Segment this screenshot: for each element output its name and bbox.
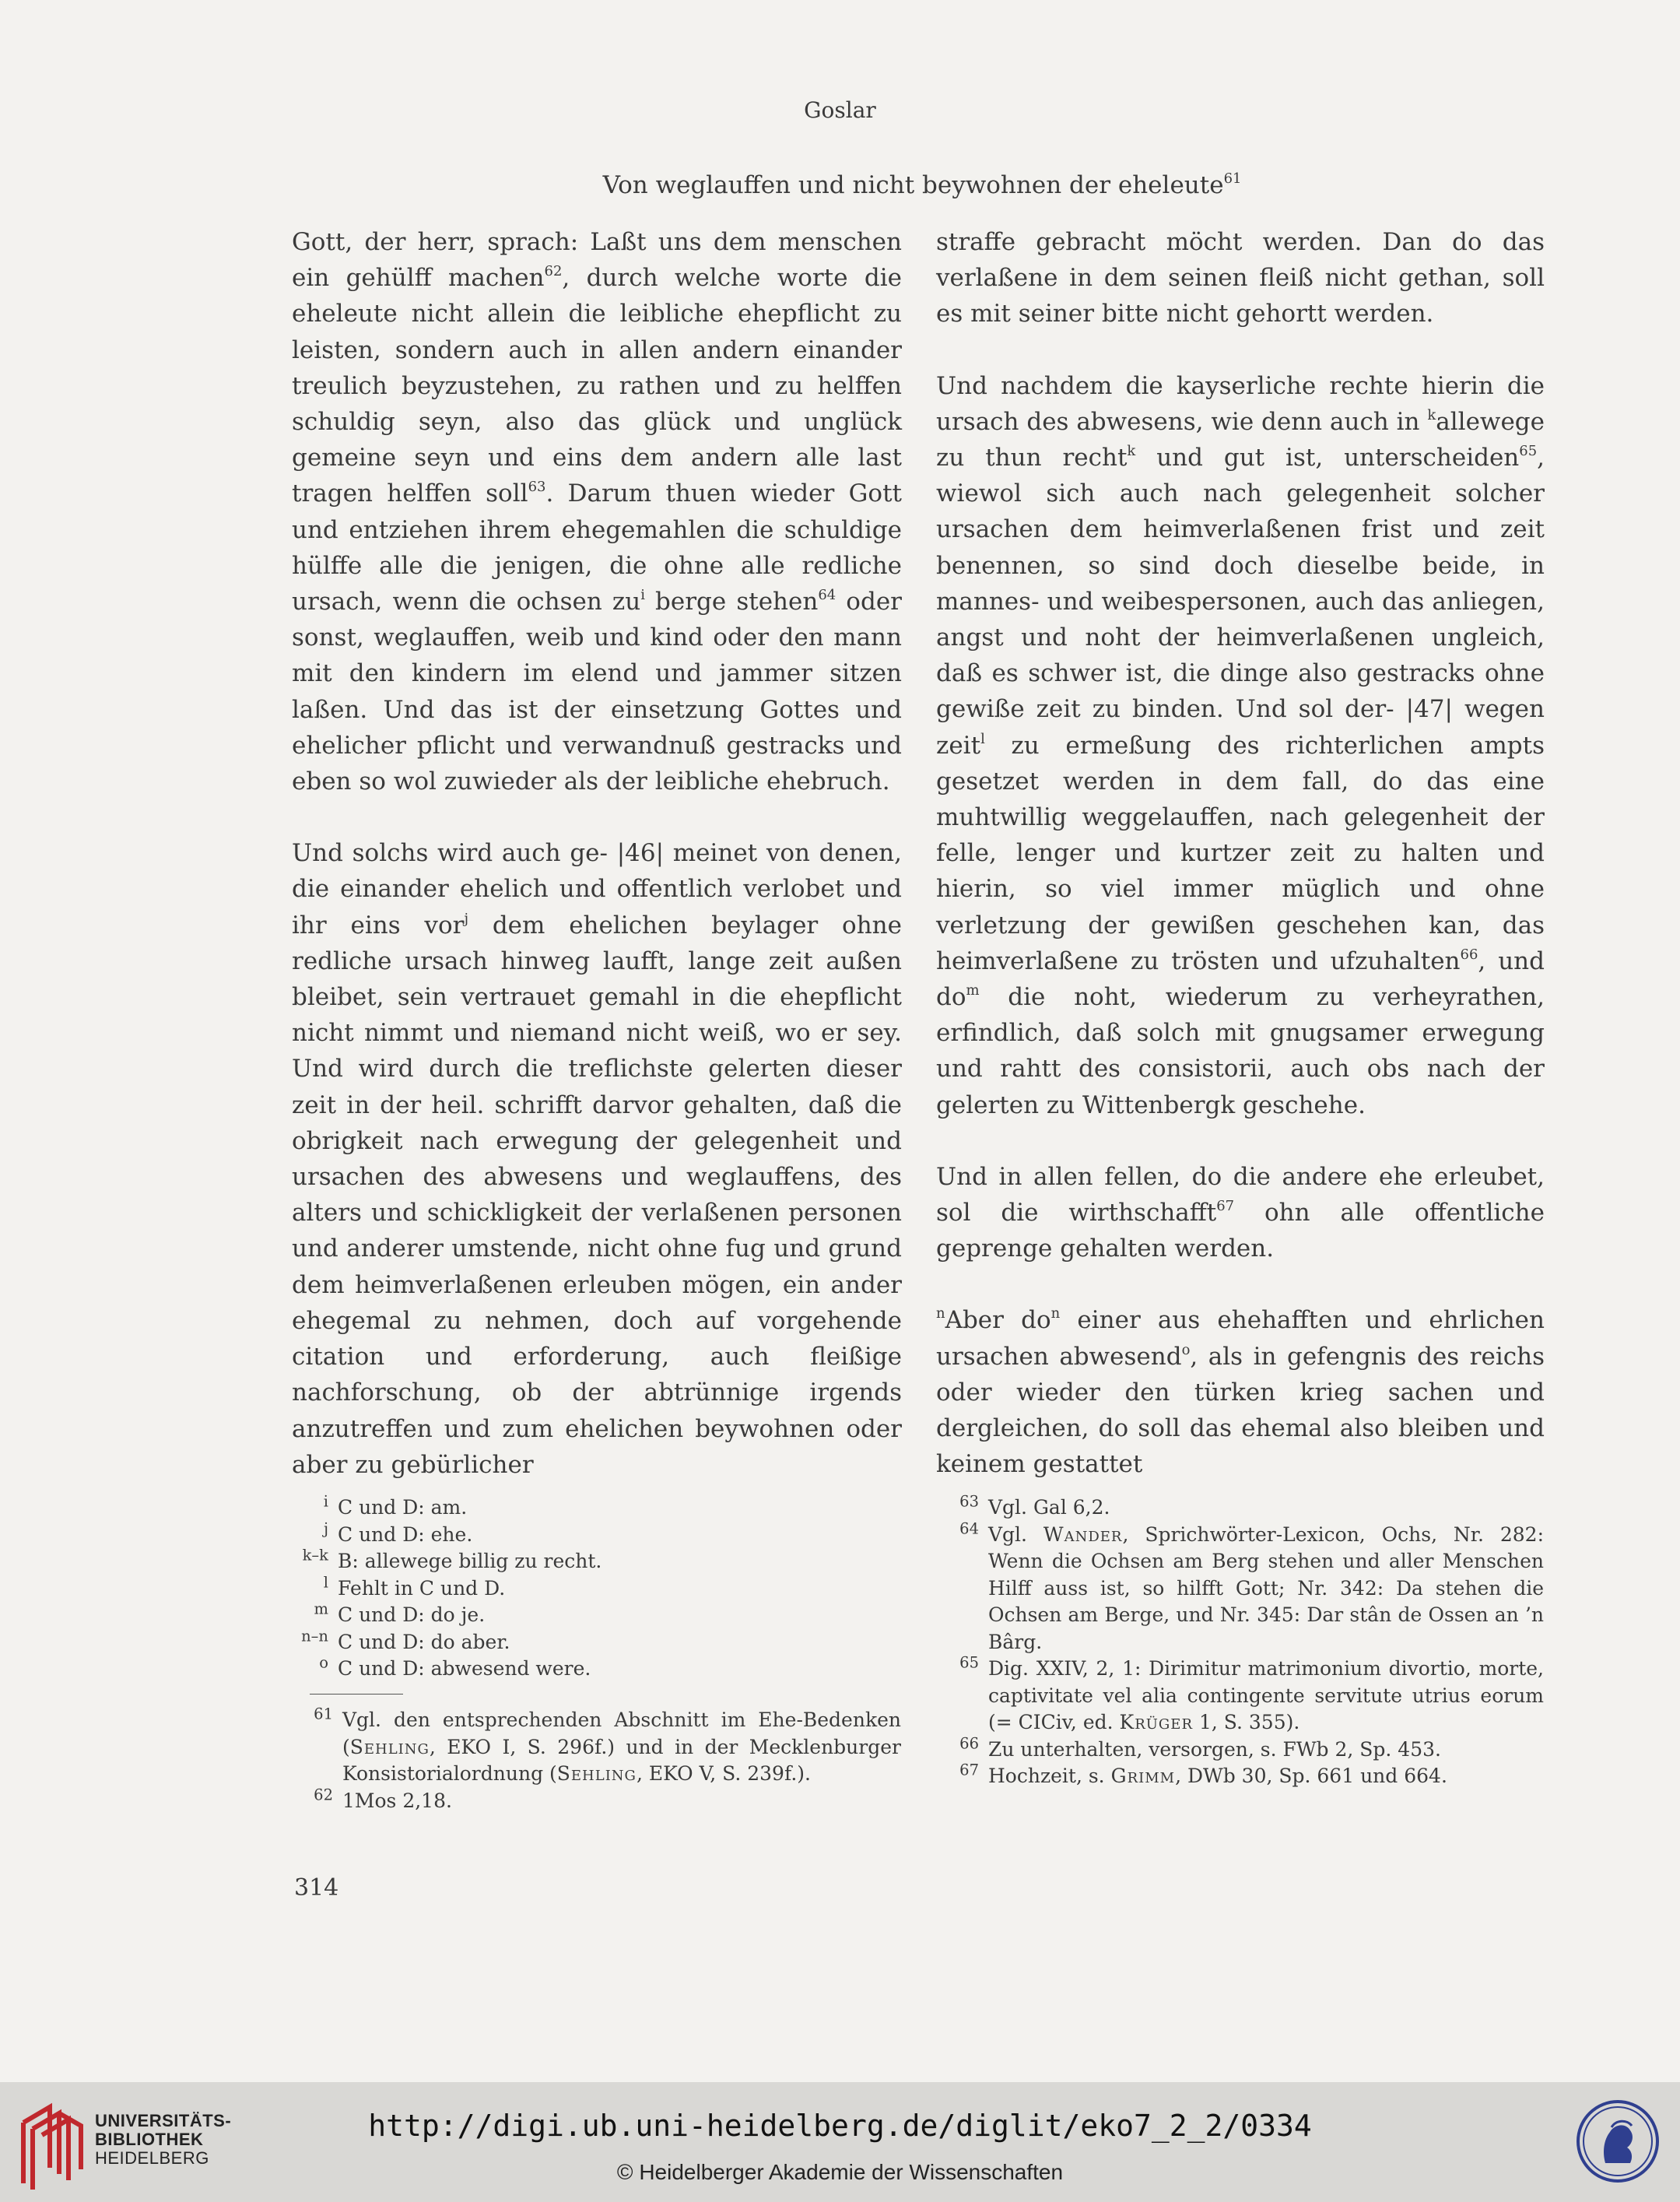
author-name: Krüger (1119, 1711, 1194, 1733)
note-mark: j (323, 1519, 328, 1537)
variant-note (296, 1494, 731, 1522)
text: Und nachdem die kayserliche rechte hierin die ursach des abwesens, wie denn auch in (936, 371, 1545, 436)
note-mark: 66 (959, 1733, 979, 1752)
footnote (942, 1763, 1544, 1790)
note-text: C und D: do je. (338, 1603, 486, 1626)
note-mark: 65 (959, 1653, 979, 1672)
library-name-line: UNIVERSITÄTS- (95, 2111, 232, 2130)
note-mark: 62 (314, 1785, 333, 1803)
note-mark: m (314, 1600, 328, 1618)
footnote-separator (310, 1694, 403, 1695)
right-column (936, 224, 1545, 1519)
variant-ref: j (464, 910, 469, 927)
text: allewege zu thun recht (936, 407, 1545, 472)
text: , EKO I, S. 296f.) und in der Mecklenburger Konsistorialordnung ( (342, 1735, 901, 1785)
author-name: Wander (1043, 1522, 1123, 1546)
text: . Darum thuen wieder Gott und entziehen ihrem ehegemahlen die schuldige hülffe alle die jenigen, die ohne alle redliche ursach, wenn die ochsen zu (292, 479, 902, 616)
text: , wiewol sich auch nach gelegenheit solcher ursachen dem heimverlaßenen frist und zeit benennen, so sind doch dieselbe beide, in mannes- und weibespersonen, auch das anliegen, angst und noht der heimverlaßenen ungleich, daß es schwer ist, die dinge also gestracks ohne gewiße zeit zu binden. Und sol der- |47| wegen zeit (936, 444, 1545, 760)
note-text: B: allewege billig zu recht. (338, 1550, 602, 1572)
paragraph (936, 1302, 1545, 1482)
note-mark: i (323, 1492, 328, 1511)
paragraph (936, 1159, 1545, 1267)
variant-ref: m (966, 982, 980, 999)
paragraph: straffe gebracht möcht werden. Dan do das verlaßene in dem seinen fleiß nicht gethan, soll es mit seiner bitte nicht gehortt werden. (936, 228, 1545, 328)
variant-ref: k (1127, 443, 1136, 460)
running-head: Goslar (804, 97, 876, 123)
text: , durch welche worte die eheleute nicht allein die leibliche ehepflicht zu leisten, sondern auch in allen andern einander treulich beyzustehen, zu rathen und zu helffen schuldig seyn, also das glück und unglück gemeine seyn und eins dem andern alle last tragen helffen soll (292, 264, 902, 508)
text: , Sprichwörter-Lexicon, Ochs, Nr. 282: Wenn die Ochsen am Berg stehen und aller Menschen Hilff auss ist, so hilfft Gott; Nr. 342: Da stehen die Ochsen am Berge, und Nr. 345: Dar stân de Ossen an ’n Bârg. (988, 1522, 1544, 1653)
footnotes-left (303, 1707, 901, 1814)
viewer-footer (0, 2082, 1680, 2202)
author-name: Sehling (349, 1735, 430, 1758)
text: Gott, der herr, sprach: Laßt uns dem menschen ein gehülff machen (292, 228, 902, 293)
note-mark: 61 (314, 1705, 333, 1723)
section-title (0, 171, 1680, 199)
note-text (988, 1763, 1544, 1790)
text: Vgl. den entsprechenden Abschnitt im Ehe-Bedenken ( (342, 1709, 901, 1758)
library-name-line: HEIDELBERG (95, 2148, 209, 2168)
library-name-line: BIBLIOTHEK (95, 2130, 204, 2149)
footnote (942, 1653, 1544, 1737)
text: Aber do (945, 1306, 1051, 1335)
note-text (988, 1656, 1544, 1737)
text: , als in gefengnis des reichs oder wieder den türken krieg sachen und dergleichen, do soll das ehemal also bleiben und keinem gestattet (936, 1342, 1545, 1479)
text: oder sonst, weglauffen, weib und kind oder den mann mit den kindern im elend und jammer sitzen laßen. Und das ist der einsetzung Gottes und ehelicher pflicht und verwandnuß gestracks und eben so wol zuwieder als der leibliche ehebruch. (292, 588, 902, 796)
footnote-ref: 62 (544, 263, 563, 280)
footnote-ref: 64 (818, 587, 836, 604)
footnote-ref: 65 (1519, 443, 1538, 460)
paragraph (936, 368, 1545, 1123)
section-title-text: Von weglauffen und nicht beywohnen der eheleute (602, 171, 1224, 199)
text: Dig. XXIV, 2, 1: Dirimitur matrimonium divortio, morte, captivitate vel alia contingente servitute utrius eorum (= CICiv, ed. (988, 1657, 1544, 1733)
note-mark: 67 (959, 1761, 979, 1779)
text: und gut ist, unterscheiden (1135, 444, 1520, 472)
text: , EKO V, S. 239f.). (636, 1762, 811, 1785)
note-text: 1Mos 2,18. (342, 1789, 452, 1812)
variant-notes (296, 1494, 731, 1683)
footnote-ref: 67 (1216, 1198, 1235, 1215)
text: , DWb 30, Sp. 661 und 664. (1175, 1765, 1447, 1787)
paragraph (292, 835, 902, 1483)
text: einer aus ehehafften und ehrlichen ursachen abwesend (936, 1306, 1545, 1371)
variant-note (296, 1653, 731, 1683)
text: ohn alle offentliche geprenge gehalten werden. (936, 1199, 1545, 1263)
variant-ref: n (1050, 1305, 1061, 1322)
note-mark: o (319, 1653, 328, 1672)
footnote (303, 1785, 901, 1815)
page-number: 314 (294, 1874, 339, 1902)
note-text: Zu unterhalten, versorgen, s. FWb 2, Sp. 453. (988, 1737, 1441, 1761)
note-text: C und D: do aber. (338, 1630, 510, 1653)
note-text (988, 1522, 1544, 1656)
author-name: Sehling (556, 1762, 637, 1785)
academy-seal-icon[interactable] (1576, 2099, 1660, 2183)
variant-ref: n (936, 1305, 945, 1322)
text: Vgl. (988, 1522, 1043, 1546)
footnote (942, 1494, 1544, 1522)
footnote-ref: 63 (528, 479, 546, 496)
text: berge stehen (644, 588, 819, 616)
text: Und solchs wird auch ge- |46| meinet von denen, die einander ehelich und offentlich verlobet und ihr eins vor (292, 839, 902, 939)
note-text: C und D: abwesend were. (338, 1657, 591, 1680)
note-text: C und D: am. (338, 1496, 468, 1519)
text: dem ehelichen beylager ohne redliche ursach hinweg laufft, lange zeit außen bleibet, sein vertrauet gemahl in die ehepflicht nicht nimmt und niemand nicht weiß, wo er sey. Und wird durch die treflichste gelerten dieser zeit in der heil. schrifft darvor gehalten, daß die obrigkeit nach erwegung der gelegenheit und ursachen des abwesens und weglauffens, des alters und schickligkeit der verlaßenen personen und anderer umstende, nicht ohne fug und grund dem heimverlaßenen erleuben mögen, ein ander ehegemal zu nehmen, doch auf vorgehende citation und erforderung, auch fleißige nachforschung, ob der abtrünnige irgends anzutreffen und zum ehelichen beywohnen oder aber zu gebürlicher (292, 911, 902, 1479)
variant-note (296, 1626, 731, 1656)
text: zu ermeßung des richterlichen ampts gesetzet werden in dem fall, do das eine muhtwillig weggelauffen, nach gelegenheit der felle, lenger und kurtzer zeit zu halten und hierin, so viel immer müglich und ohne verletzung der gewißen geschehen kan, das heimverlaßene zu trösten und ufzuhalten (936, 731, 1545, 975)
author-name: Grimm (1110, 1765, 1176, 1787)
variant-ref: l (980, 730, 985, 747)
note-mark: 63 (959, 1492, 979, 1511)
variant-ref: k (1427, 406, 1436, 423)
note-mark: n–n (301, 1626, 328, 1645)
note-text: Vgl. Gal 6,2. (988, 1496, 1110, 1519)
permalink[interactable]: http://digi.ub.uni-heidelberg.de/diglit/eko7_2_2/0334 (368, 2109, 1312, 2143)
left-column (292, 224, 902, 1519)
note-text: C und D: ehe. (338, 1522, 473, 1546)
text: , und do (936, 946, 1545, 1012)
text: Und in allen fellen, do die andere ehe erleubet, sol die wirthschafft (936, 1162, 1545, 1227)
variant-ref: i (640, 587, 645, 604)
text: die noht, wiederum zu verheyrathen, erfindlich, daß solch mit gnugsamer erwegung und rahtt des consistorii, auch obs nach der gelerten zu Wittenbergk geschehe. (936, 983, 1545, 1119)
note-mark: l (323, 1572, 328, 1591)
variant-note (296, 1602, 731, 1629)
footnote (942, 1519, 1544, 1656)
variant-ref: o (1181, 1341, 1191, 1358)
footnote-ref: 66 (1460, 946, 1478, 963)
variant-note (296, 1519, 731, 1549)
footnotes-right (942, 1494, 1544, 1790)
variant-note (296, 1572, 731, 1603)
footnote (303, 1707, 901, 1788)
footnote-ref: 61 (1223, 170, 1242, 188)
note-text (342, 1707, 901, 1788)
text: Hochzeit, s. (988, 1765, 1111, 1787)
copyright-notice: © Heidelberger Akademie der Wissenschaften (616, 2160, 1064, 2184)
paragraph (292, 224, 902, 799)
text: 1, S. 355). (1193, 1711, 1300, 1733)
variant-note (296, 1548, 731, 1575)
note-mark: 64 (959, 1519, 979, 1537)
note-mark: k–k (302, 1546, 328, 1565)
note-text: Fehlt in C und D. (338, 1576, 506, 1600)
footnote (942, 1733, 1544, 1764)
